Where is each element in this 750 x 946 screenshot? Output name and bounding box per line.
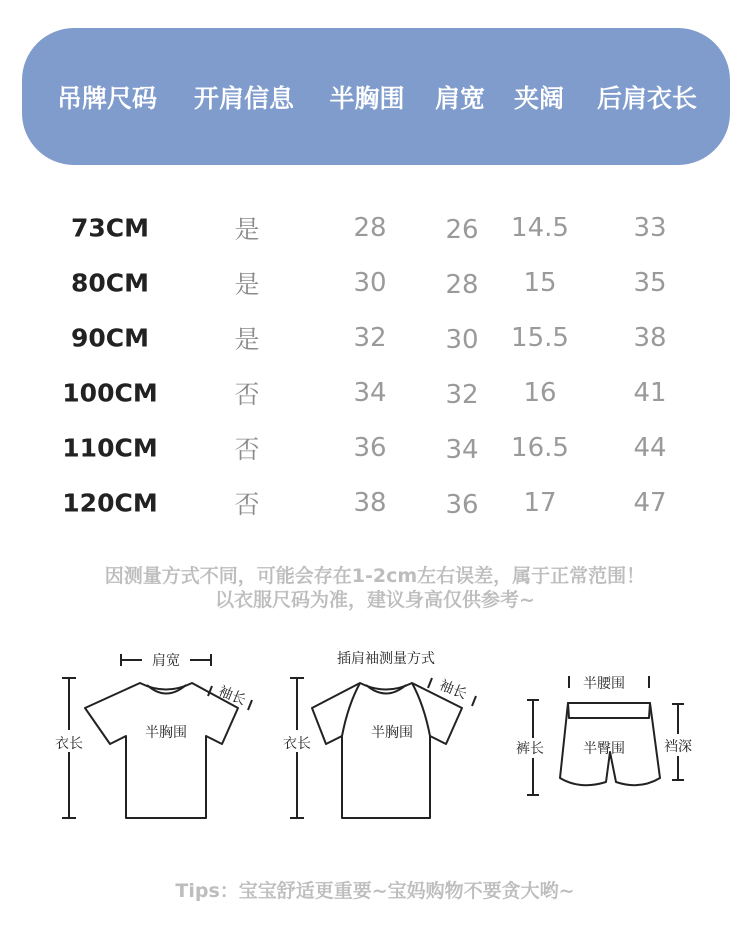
tips-text: Tips：宝宝舒适更重要~宝妈购物不要贪大哟~ (175, 880, 575, 902)
table-cell: 36 (353, 433, 387, 463)
table-cell: 是 (234, 215, 260, 244)
table-cell: 34 (353, 378, 387, 408)
table-cell: 36 (445, 490, 479, 520)
table-cell: 32 (353, 323, 387, 353)
table-cell: 否 (234, 380, 260, 409)
header-cell: 开肩信息 (193, 84, 295, 113)
raglan-title: 插肩袖测量方式 (337, 651, 435, 667)
table-cell: 30 (353, 268, 387, 298)
table-cell: 47 (633, 488, 667, 518)
table-cell: 15.5 (511, 323, 569, 353)
waist-label: 半腰围 (583, 676, 625, 692)
table-cell: 是 (234, 270, 260, 299)
raglan-sleeve-label: 袖长 (437, 677, 469, 703)
size-cell: 73CM (70, 213, 150, 243)
measurement-diagrams (0, 640, 750, 830)
raglan-length-label: 衣长 (283, 736, 311, 752)
header-cell: 后肩衣长 (596, 84, 698, 113)
table-cell: 30 (445, 325, 479, 355)
table-cell: 38 (633, 323, 667, 353)
size-cell: 80CM (70, 268, 150, 298)
table-cell: 15 (523, 268, 557, 298)
header-cell: 半胸围 (329, 84, 405, 113)
table-cell: 28 (353, 213, 387, 243)
table-cell: 33 (633, 213, 667, 243)
chest-label: 半胸围 (145, 725, 187, 741)
sleeve-label: 袖长 (216, 683, 248, 709)
table-cell: 是 (234, 325, 260, 354)
pants-length-label: 裤长 (516, 741, 544, 757)
measurement-note: 因测量方式不同，可能会存在1-2cm左右误差，属于正常范围！ (104, 565, 646, 587)
size-cell: 120CM (62, 488, 158, 518)
header-cell: 吊牌尺码 (56, 84, 158, 113)
thigh-label: 半臀围 (583, 741, 625, 757)
tshirt-icon (85, 683, 238, 818)
size-cell: 110CM (62, 433, 158, 463)
header-cell: 肩宽 (434, 84, 486, 113)
table-cell: 否 (234, 490, 260, 519)
table-cell: 26 (445, 215, 479, 245)
raglan-shirt-icon (312, 683, 462, 818)
table-cell: 44 (633, 433, 667, 463)
raglan-chest-label: 半胸围 (371, 725, 413, 741)
table-cell: 32 (445, 380, 479, 410)
table-cell: 28 (445, 270, 479, 300)
table-cell: 41 (633, 378, 667, 408)
size-cell: 100CM (62, 378, 158, 408)
rise-label: 裆深 (664, 739, 692, 755)
table-cell: 16.5 (511, 433, 569, 463)
table-cell: 34 (445, 435, 479, 465)
size-cell: 90CM (70, 323, 150, 353)
table-cell: 38 (353, 488, 387, 518)
length-label: 衣长 (55, 736, 83, 752)
reference-note: 以衣服尺码为准，建议身高仅供参考~ (215, 589, 535, 611)
table-cell: 否 (234, 435, 260, 464)
table-cell: 35 (633, 268, 667, 298)
table-cell: 17 (523, 488, 557, 518)
table-cell: 16 (523, 378, 557, 408)
shoulder-label: 肩宽 (152, 653, 180, 669)
table-cell: 14.5 (511, 213, 569, 243)
header-cell: 夹阔 (513, 84, 565, 113)
